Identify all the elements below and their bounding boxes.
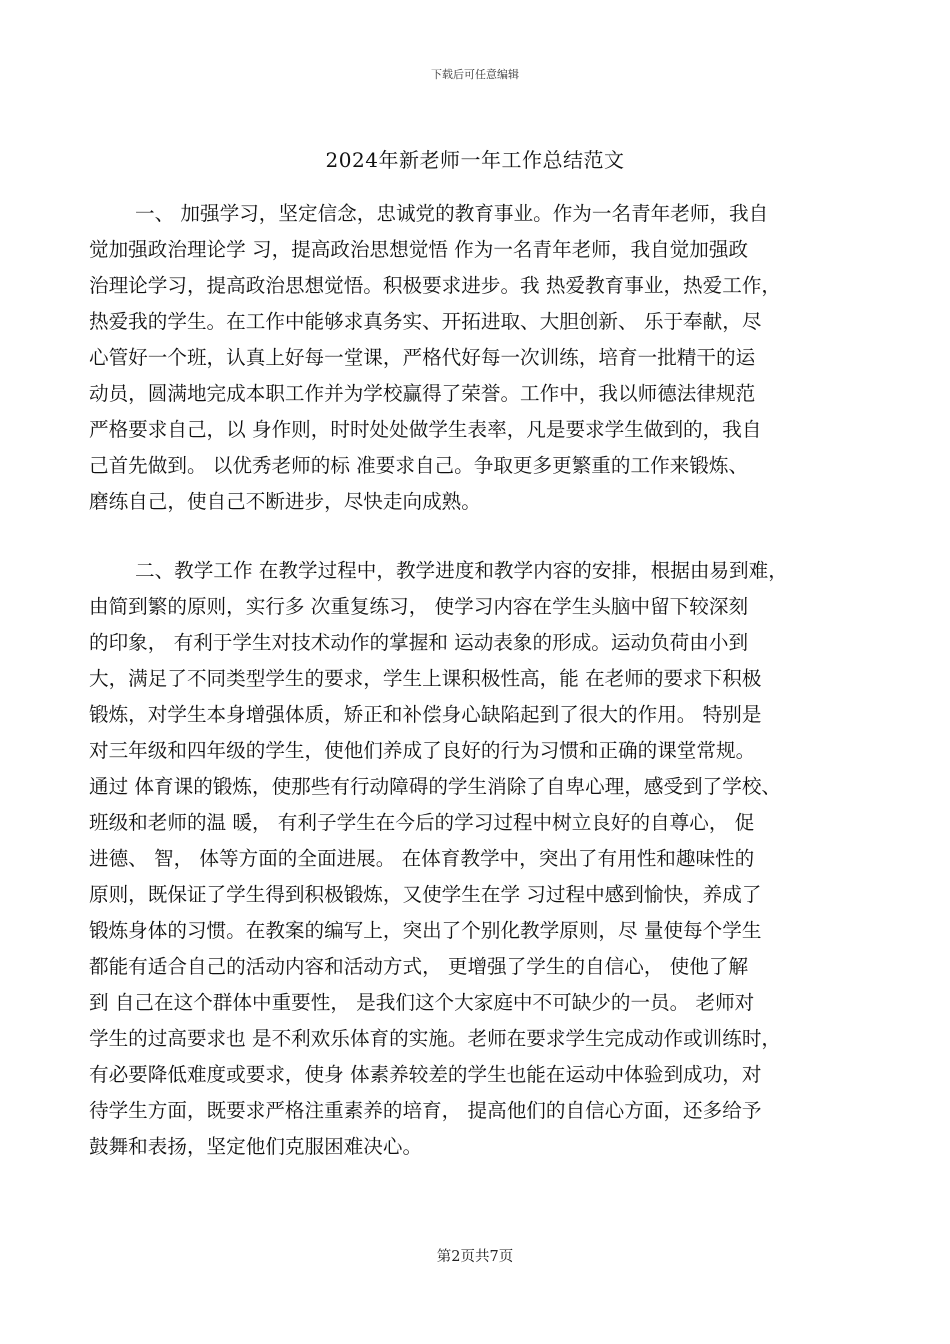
text-line: 到 自己在这个群体中重要性， 是我们这个大家庭中不可缺少的一员。 老师对 <box>89 991 755 1014</box>
text-line: 有必要降低难度或要求，使身 体素养较差的学生也能在运动中体验到成功，对 <box>89 1063 762 1086</box>
document-title: 2024年新老师一年工作总结范文 <box>325 148 625 172</box>
text-line: 锻炼，对学生本身增强体质，矫正和补偿身心缺陷起到了很大的作用。 特别是 <box>89 703 762 726</box>
text-line: 班级和老师的温 暖， 有利子学生在今后的学习过程中树立良好的自尊心， 促 <box>89 811 755 834</box>
text-line: 原则，既保证了学生得到积极锻炼，又使学生在学 习过程中感到愉快，养成了 <box>89 883 762 906</box>
header-note: 下载后可任意编辑 <box>431 68 519 81</box>
text-line: 治理论学习，提高政治思想觉悟。积极要求进步。我 热爱教育事业，热爱工作， <box>89 274 782 297</box>
page-number: 第2页共7页 <box>436 1249 514 1265</box>
text-line: 动员，圆满地完成本职工作并为学校赢得了荣誉。工作中，我以师德法律规范 <box>89 382 756 405</box>
text-line: 学生的过高要求也 是不利欢乐体育的实施。老师在要求学生完成动作或训练时， <box>89 1027 782 1050</box>
text-line: 一、 加强学习，坚定信念，忠诚党的教育事业。作为一名青年老师，我自 <box>135 202 769 225</box>
text-line: 由简到繁的原则，实行多 次重复练习， 使学习内容在学生头脑中留下较深刻 <box>89 595 749 618</box>
text-line: 己首先做到。 以优秀老师的标 准要求自己。争取更多更繁重的工作来锻炼、 <box>89 454 749 477</box>
text-line: 鼓舞和表扬，坚定他们克服困难决心。 <box>89 1135 423 1158</box>
text-line: 二、教学工作 在教学过程中，教学进度和教学内容的安排，根据由易到难， <box>135 559 788 582</box>
text-line: 心管好一个班，认真上好每一堂课，严格代好每一次训练，培育一批精干的运 <box>89 346 756 369</box>
text-line: 通过 体育课的锻炼，使那些有行动障碍的学生消除了自卑心理，感受到了学校、 <box>89 775 782 798</box>
text-line: 觉加强政治理论学 习，提高政治思想觉悟 作为一名青年老师，我自觉加强政 <box>89 238 749 261</box>
text-line: 都能有适合自己的活动内容和活动方式， 更增强了学生的自信心， 使他了解 <box>89 955 749 978</box>
text-line: 热爱我的学生。在工作中能够求真务实、开拓进取、大胆创新、 乐于奉献，尽 <box>89 310 762 333</box>
text-line: 的印象， 有利于学生对技术动作的掌握和 运动表象的形成。运动负荷由小到 <box>89 631 749 654</box>
text-line: 对三年级和四年级的学生，使他们养成了良好的行为习惯和正确的课堂常规。 <box>89 739 756 762</box>
text-line: 严格要求自己，以 身作则，时时处处做学生表率，凡是要求学生做到的，我自 <box>89 418 762 441</box>
text-line: 锻炼身体的习惯。在教案的编写上，突出了个别化教学原则，尽 量使每个学生 <box>89 919 762 942</box>
text-line: 大，满足了不同类型学生的要求，学生上课积极性高，能 在老师的要求下积极 <box>89 667 762 690</box>
text-line: 进德、 智， 体等方面的全面进展。 在体育教学中，突出了有用性和趣味性的 <box>89 847 755 870</box>
text-line: 待学生方面，既要求严格注重素养的培育， 提高他们的自信心方面，还多给予 <box>89 1099 762 1122</box>
text-line: 磨练自己，使自己不断进步，尽快走向成熟。 <box>89 490 481 513</box>
